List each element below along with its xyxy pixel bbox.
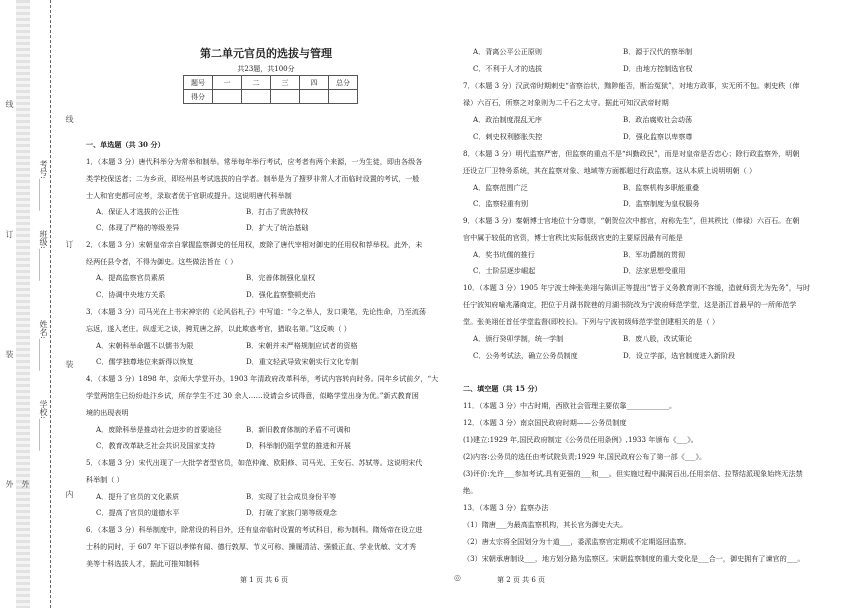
binding-dash-line bbox=[50, 0, 51, 608]
student-info-field[interactable]: 姓名:________ bbox=[39, 320, 48, 371]
answer-option[interactable]: A．颁行癸卯学制，统一学制 bbox=[473, 334, 564, 343]
answer-option[interactable]: C．士阶层逐步崛起 bbox=[473, 266, 536, 275]
question-text: （1）隋唐___为最高监察机构，其长官为御史大夫。 bbox=[463, 520, 628, 529]
answer-options bbox=[463, 333, 763, 344]
answer-option[interactable]: A．监察范围广泛 bbox=[473, 183, 528, 192]
margin-word: 外 bbox=[5, 480, 14, 488]
answer-option[interactable]: A．提高监察官员素质 bbox=[96, 273, 165, 282]
score-cell[interactable] bbox=[329, 90, 358, 104]
answer-option[interactable]: D．强化监察整顿吏治 bbox=[246, 290, 316, 299]
question-text: (2)内容:公务员的选任由考试院负责;1929 年,国民政府公布了第一部《___》。 bbox=[463, 452, 707, 461]
answer-option[interactable]: C．协调中央地方关系 bbox=[96, 290, 166, 299]
inner-margin-word: 内 bbox=[65, 490, 74, 498]
answer-option[interactable]: B．源于汉代的察举制 bbox=[623, 47, 693, 56]
score-cell: 四 bbox=[300, 76, 329, 90]
answer-options bbox=[463, 265, 763, 276]
answer-options bbox=[86, 440, 386, 451]
answer-option[interactable]: B．监察机构多职能重叠 bbox=[623, 183, 700, 192]
inner-margin-word: 线 bbox=[65, 115, 74, 123]
answer-options bbox=[463, 350, 763, 361]
question-text: 绝。 bbox=[463, 486, 478, 495]
question-text: 10．（本题 3 分）1905 年宁波士绅张美翊与陈训正等提出“皆于义务教育则不容缓，造就师资尤为先务”，与时 bbox=[463, 283, 811, 292]
center-fold-mark: ◎ bbox=[454, 573, 461, 582]
question-text: 学堂两馆生已纷纷赴汴乡试，所存学生不过 30 余人……设请会乡试得意，似略学堂出身为优。”新式教育困 bbox=[86, 391, 419, 400]
answer-options bbox=[86, 272, 386, 283]
answer-option[interactable]: D．重文轻武导致宋朝实行文化专制 bbox=[246, 357, 359, 366]
question-text: 7．（本题 3 分）汉武帝时期刺史“省察治状，黜陟能否，断治冤狱”，对地方政事，实无所不包。刺史秩（俸 bbox=[463, 81, 800, 90]
question-text: 12．（本题 3 分）南京国民政府时期——公务员制度 bbox=[463, 418, 627, 427]
question-text: 禄）六百石，所察之对象则为二千石之太守。据此可知汉武帝时期 bbox=[463, 98, 669, 107]
page-title: 第二单元官员的选拔与管理 bbox=[200, 47, 332, 60]
question-text: 美等十科选拔人才，据此可推知制科 bbox=[86, 559, 200, 568]
answer-options bbox=[86, 340, 386, 351]
question-text: 11．（本题 3 分）中古时期，西欧社会管理主要依靠____________。 bbox=[463, 401, 677, 410]
answer-option[interactable]: D．由地方控制选官权 bbox=[623, 64, 693, 73]
answer-options bbox=[463, 198, 763, 209]
margin-word: 装 bbox=[5, 350, 14, 358]
question-text: 堂。张美翊任首任学堂监督(即校长)。下列与宁波初级师范学堂创建相关的是（ ） bbox=[463, 317, 720, 326]
answer-option[interactable]: A．提升了官员的文化素质 bbox=[96, 492, 180, 501]
inner-margin-word: 订 bbox=[65, 240, 74, 248]
answer-option[interactable]: A．保证人才选拔的公正性 bbox=[96, 207, 180, 216]
answer-option[interactable]: A．背离公平公正原则 bbox=[473, 47, 542, 56]
margin-word: 订 bbox=[5, 230, 14, 238]
score-cell: 二 bbox=[242, 76, 271, 90]
page-subtitle: 共23题，共100分 bbox=[237, 65, 295, 73]
section-heading: 二、填空题（共 15 分） bbox=[463, 384, 542, 393]
answer-option[interactable]: B．完善体制强化皇权 bbox=[246, 273, 316, 282]
page-footer-left: 第 1 页 共 6 页 bbox=[240, 576, 289, 584]
answer-options bbox=[463, 182, 763, 193]
answer-option[interactable]: D．强化监察以卑察尊 bbox=[623, 132, 693, 141]
question-text: 1．（本题 3 分）唐代科举分为常举和制举。常举每年举行考试，应考者有两个来源，一为生徒，即由各级各 bbox=[86, 157, 423, 166]
answer-option[interactable]: C．教育改革缺乏社会共识及国家支持 bbox=[96, 441, 215, 450]
score-cell: 总分 bbox=[329, 76, 358, 90]
answer-options bbox=[86, 356, 386, 367]
question-text: 3．（本题 3 分）司马光在上书宋神宗的《论风俗札子》中写道：“今之举人，发口秉笔，先论性命，乃至流荡 bbox=[86, 307, 426, 316]
question-text: 任宁波知府喻兆藩商定，把位于月湖书院巷的月湖书院改为宁波府师范学堂，这是浙江首最早的一所师范学 bbox=[463, 300, 797, 309]
question-text: 还设立厂卫特务系统，其在监察对象、地域等方面都超过行政监察。这从本质上说明明朝（ ） bbox=[463, 166, 757, 175]
answer-option[interactable]: D．监察制度为皇权服务 bbox=[623, 199, 700, 208]
question-text: （2）唐太宗将全国划分为十道___，委派监察官定期或不定期巡回监察。 bbox=[463, 537, 691, 546]
answer-options bbox=[86, 222, 386, 233]
margin-word: 外 bbox=[21, 480, 30, 488]
answer-option[interactable]: C．提高了官员的道德水平 bbox=[96, 508, 180, 517]
answer-options bbox=[463, 46, 763, 57]
answer-options bbox=[86, 289, 386, 300]
question-text: 13．（本题 3 分）监察办法 bbox=[463, 503, 549, 512]
answer-option[interactable]: C．儒学独尊地位来新得以恢复 bbox=[96, 357, 194, 366]
answer-option[interactable]: C．刺史权利膨胀失控 bbox=[473, 132, 543, 141]
answer-option[interactable]: B．打击了贵族特权 bbox=[246, 207, 308, 216]
score-cell[interactable]: 得分 bbox=[184, 90, 213, 104]
question-text: 士人和官吏都可应考，录取者优于官职或提升。这说明唐代科举制 bbox=[86, 191, 292, 200]
page-footer-right: 第 2 页 共 6 页 bbox=[497, 576, 546, 584]
question-text: (3)评价:允许___参加考试,具有更强的___和___。但实施过程中漏洞百出,任用亲信、拉帮结派现象始终无法禁 bbox=[463, 469, 803, 478]
question-text: 科举制（ ） bbox=[86, 475, 124, 484]
question-text: 经两任县令者，不得为御史。这些做法旨在（ ） bbox=[86, 257, 238, 266]
answer-option[interactable]: B．实现了社会成员身份平等 bbox=[246, 492, 337, 501]
score-cell[interactable] bbox=[300, 90, 329, 104]
answer-option[interactable]: C．监察轻重有别 bbox=[473, 199, 529, 208]
answer-option[interactable]: B．废八股，改试策论 bbox=[623, 334, 693, 343]
student-info-field[interactable]: 班级:________ bbox=[39, 230, 48, 281]
score-cell: 三 bbox=[271, 76, 300, 90]
question-text: 6．（本题 3 分）科举制度中，除常设的科目外，还有皇帝临时设置的考试科目，称为制科。隋炀帝在设立进 bbox=[86, 525, 423, 534]
answer-option[interactable]: C．公务考试法，确立公务员制度 bbox=[473, 351, 578, 360]
answer-options bbox=[86, 491, 386, 502]
question-text: 4．（本题 3 分）1898 年，京师大学堂开办，1903 年清政府改革科举，考试内容转向时务。同年乡试前夕，“大 bbox=[86, 374, 439, 383]
student-info-field[interactable]: 考号:________ bbox=[39, 160, 48, 211]
binding-margin-outer bbox=[0, 0, 17, 608]
answer-options bbox=[86, 424, 386, 435]
question-text: 5．（本题 3 分）宋代出现了一大批学者型官员，如范仲淹、欧阳修、司马光、王安石、苏轼等。这说明宋代 bbox=[86, 458, 423, 467]
section-heading: 一、单选题（共 30 分） bbox=[86, 140, 165, 149]
answer-option[interactable]: A．废除科举是推动社会进步的首要途径 bbox=[96, 425, 222, 434]
inner-margin-word: 装 bbox=[65, 360, 74, 368]
answer-option[interactable]: D．扩大了统治基础 bbox=[246, 223, 309, 232]
score-cell[interactable] bbox=[242, 90, 271, 104]
answer-option[interactable]: D．法家思想受重用 bbox=[623, 266, 686, 275]
question-text: 8．（本题 3 分）明代监察严密，但监察的重点不是“纠勤政民”，而是对皇帝是否忠心；除行政监察外，明朝 bbox=[463, 149, 800, 158]
answer-options bbox=[463, 63, 763, 74]
answer-option[interactable]: C．不利于人才的选拔 bbox=[473, 64, 543, 73]
answer-options bbox=[86, 507, 386, 518]
answer-option[interactable]: B．政治腐败社会动荡 bbox=[623, 115, 693, 124]
answer-option[interactable]: B．军功爵制的贯彻 bbox=[623, 250, 685, 259]
margin-word: 线 bbox=[5, 100, 14, 108]
answer-options bbox=[463, 131, 763, 142]
score-cell: 题号 bbox=[184, 76, 213, 90]
question-text: 境的出现表明 bbox=[86, 408, 129, 417]
question-text: 2．（本题 3 分）宋朝皇帝亲自掌握监察御史的任用权，废除了唐代宰相对御史的任用权和荐举权。此外，未 bbox=[86, 240, 423, 249]
answer-option[interactable]: C．体现了严格的等级差异 bbox=[96, 223, 180, 232]
score-cell[interactable] bbox=[271, 90, 300, 104]
question-text: 忘返，遂入老庄。纵虚无之谈，骋荒唐之辞，以此欺惑考官，猎取名第。”这反映（ ） bbox=[86, 324, 351, 333]
question-text: 官中属于较低的官资，博士官秩比实际低级官吏的主要原因最有可能是 bbox=[463, 233, 683, 242]
answer-options bbox=[86, 206, 386, 217]
answer-option[interactable]: D．设立学部，选官制度进入新阶段 bbox=[623, 351, 736, 360]
question-text: 类学校保送者；二为乡贡，即经州县考试选拔的自学者。制举是为了搜罗非常人才而临时设置的考试，一般 bbox=[86, 174, 420, 183]
answer-option[interactable]: D．科举制仍阻学堂的推进和开展 bbox=[246, 441, 351, 450]
question-text: （3）宋朝承唐制设___，地方划分路为监察区。宋朝监察制度的重大变化是___合一，御史拥有了谏官的___。 bbox=[463, 554, 805, 563]
question-text: (1)建立:1929 年,国民政府制定《公务员任用条例》,1933 年颁布《___》。 bbox=[463, 435, 698, 444]
score-cell: 一 bbox=[213, 76, 242, 90]
answer-option[interactable]: D．打破了家族门第等级观念 bbox=[246, 508, 337, 517]
question-text: 士科的同时，于 607 年下诏以孝悌有闻、德行敦厚、节义可称、操履清洁、强毅正直、学业优敏、文才秀 bbox=[86, 542, 417, 551]
score-table bbox=[183, 75, 358, 104]
student-info-field[interactable]: 学校:________ bbox=[39, 400, 48, 451]
answer-option[interactable]: A．奖书坑儒的推行 bbox=[473, 250, 535, 259]
answer-option[interactable]: A．政治制度混乱无序 bbox=[473, 115, 542, 124]
answer-options bbox=[463, 114, 763, 125]
answer-options bbox=[463, 249, 763, 260]
answer-option[interactable]: B．宋朝并未严格规制应试者的资格 bbox=[246, 341, 358, 350]
answer-option[interactable]: A．宋朝科举命题不以儒书为限 bbox=[96, 341, 194, 350]
score-cell[interactable] bbox=[213, 90, 242, 104]
question-text: 9．（本题 3 分）秦朝博士官地位十分尊崇，“朝贺位次中都官，府称先生”，但其秩比（俸禄）六百石。在朝 bbox=[463, 216, 800, 225]
answer-option[interactable]: B．新旧教育体制的矛盾不可调和 bbox=[246, 425, 351, 434]
binding-margin-shade bbox=[16, 0, 30, 608]
